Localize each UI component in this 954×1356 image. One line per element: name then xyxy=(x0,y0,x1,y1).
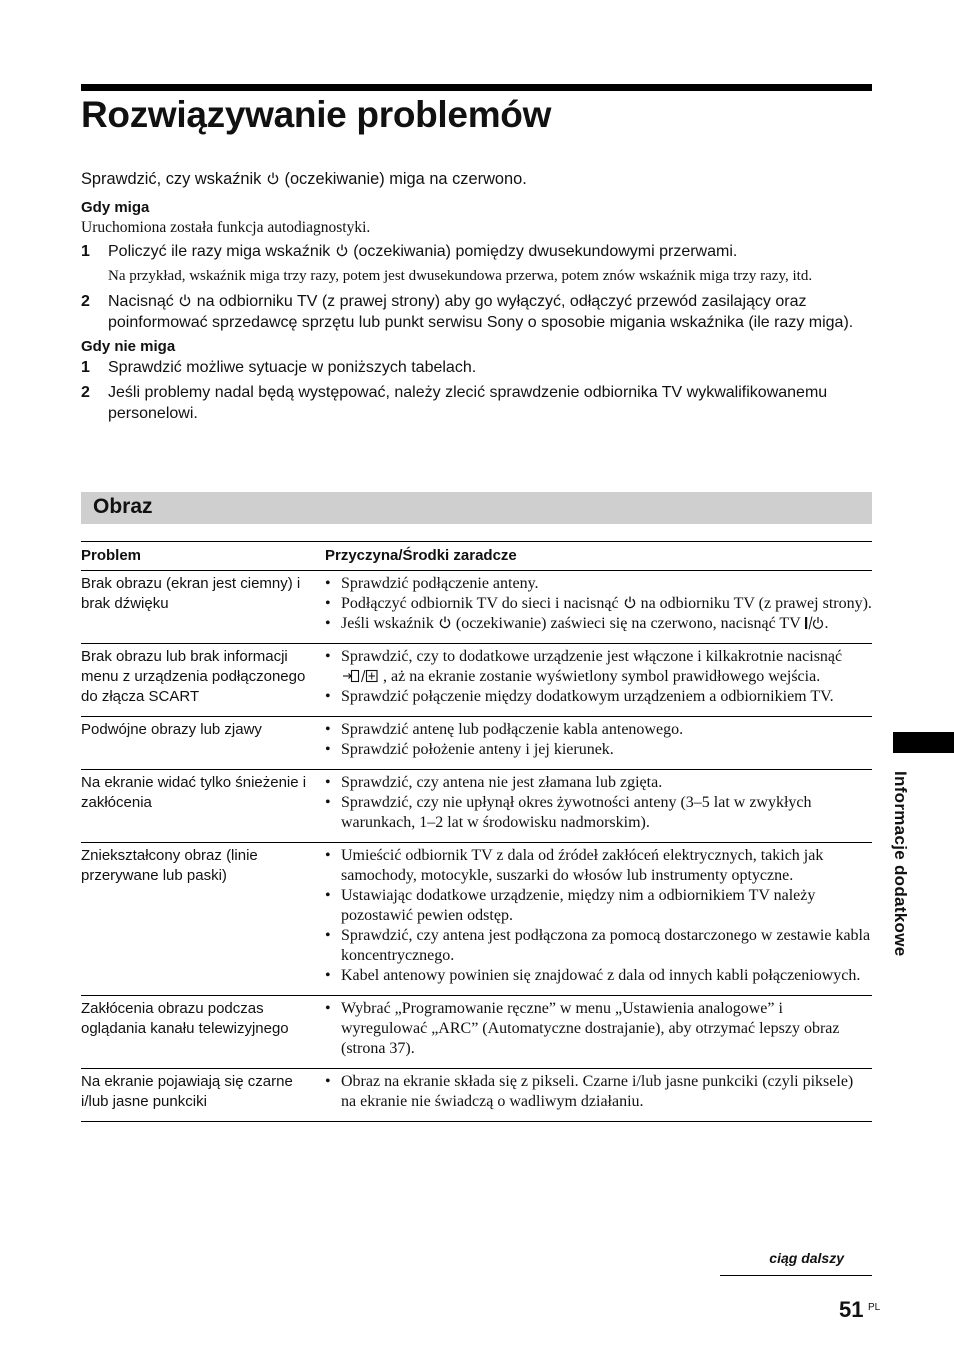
power-standby-icon xyxy=(439,616,451,629)
table-row xyxy=(81,717,872,770)
cause-cell xyxy=(325,647,872,707)
problem-cell: Podwójne obrazy lub zjawy xyxy=(81,721,262,738)
blink-step-1-note: Na przykład, wskaźnik miga trzy razy, potem jest dwusekundowa przerwa, potem znów wskaźnik miga trzy razy, itd. xyxy=(108,268,813,284)
list-item: • Obraz na ekranie składa się z pikseli. Czarne i/lub jasne punkciki (czyli piksele) na ekranie nie świadczą o wadliwym działaniu. xyxy=(325,1072,872,1112)
list-item: • Kabel antenowy powinien się znajdować z dala od innych kabli połączeniowych. xyxy=(325,966,872,986)
power-standby-icon xyxy=(624,596,636,609)
list-item: • Sprawdzić antenę lub podłączenie kabla antenowego. xyxy=(325,720,872,740)
noblink-step-1: 1 Sprawdzić możliwe sytuacje w poniższych tabelach. xyxy=(81,359,477,376)
cause-cell xyxy=(325,999,872,1059)
column-header-cause: Przyczyna/Środki zaradcze xyxy=(325,547,517,564)
cause-cell xyxy=(325,720,872,760)
power-standby-icon xyxy=(336,244,348,257)
problem-cell: Na ekranie pojawiają się czarne i/lub jasne punkciki xyxy=(81,1073,293,1110)
list-item: • Sprawdzić położenie anteny i jej kierunek. xyxy=(325,740,872,760)
section-title: Obraz xyxy=(93,495,153,518)
list-item: • Sprawdzić, czy antena nie jest złamana lub zgięta. xyxy=(325,773,872,793)
noblink-heading: Gdy nie miga xyxy=(81,338,176,355)
table-header xyxy=(81,542,872,571)
list-item: • Jeśli wskaźnik (oczekiwanie) zaświeci się na czerwono, nacisnąć TV . xyxy=(325,614,872,634)
table-row xyxy=(81,996,872,1069)
section-header xyxy=(81,492,872,524)
title-rule xyxy=(81,84,872,91)
problem-cell: Na ekranie widać tylko śnieżenie i zakłócenia xyxy=(81,774,307,811)
table-row xyxy=(81,644,872,717)
list-item: • Sprawdzić podłączenie anteny. xyxy=(325,574,872,594)
list-item: • Podłączyć odbiornik TV do sieci i nacisnąć na odbiorniku TV (z prawej strony). xyxy=(325,594,872,614)
list-item: • Wybrać „Programowanie ręczne” w menu „Ustawienia analogowe” i wyregulować „ARC” (Automatyczne dostrajanie), aby otrzymać lepszy obraz (strona 37). xyxy=(325,999,872,1059)
cause-cell xyxy=(325,1072,872,1112)
input-select-icon xyxy=(341,669,379,683)
cause-cell xyxy=(325,773,872,833)
list-item: • Umieścić odbiornik TV z dala od źródeł zakłóceń elektrycznych, takich jak samochody, motocykle, suszarki do włosów lub instrumenty optyczne. xyxy=(325,846,872,886)
side-tab-marker xyxy=(893,732,954,753)
table-row xyxy=(81,770,872,843)
problem-cell: Zakłócenia obrazu podczas oglądania kanału telewizyjnego xyxy=(81,1000,289,1037)
intro-section xyxy=(81,168,876,428)
blink-heading: Gdy miga xyxy=(81,199,150,216)
table-row xyxy=(81,1069,872,1122)
column-header-problem: Problem xyxy=(81,547,142,564)
troubleshooting-table xyxy=(81,541,872,1122)
power-standby-icon xyxy=(267,172,279,185)
list-item: • Ustawiając dodatkowe urządzenie, między nim a odbiornikiem TV należy pozostawić pewien odstęp. xyxy=(325,886,872,926)
page-title: Rozwiązywanie problemów xyxy=(81,94,552,135)
table-row xyxy=(81,843,872,996)
problem-cell: Zniekształcony obraz (linie przerywane lub paski) xyxy=(81,847,258,884)
problem-cell: Brak obrazu lub brak informacji menu z urządzenia podłączonego do złącza SCART xyxy=(81,648,306,705)
cause-cell xyxy=(325,574,872,634)
page-language: PL xyxy=(868,1302,881,1313)
continued-label: ciąg dalszy xyxy=(769,1250,844,1266)
table-row xyxy=(81,571,872,644)
blink-step-2: 2 Nacisnąć na odbiorniku TV (z prawej strony) aby go wyłączyć, odłączyć przewód zasilający oraz poinformować sprzedawcę sprzętu lub punkt serwisu Sony o sposobie migania wskaźnika (ile razy miga). xyxy=(81,293,854,331)
list-item: • Sprawdzić, czy antena jest podłączona za pomocą dostarczonego w zestawie kabla koncentrycznego. xyxy=(325,926,872,966)
power-standby-icon xyxy=(179,294,191,307)
blink-text: Uruchomiona została funkcja autodiagnostyki. xyxy=(81,219,371,236)
tv-power-icon xyxy=(804,616,824,630)
problem-cell: Brak obrazu (ekran jest ciemny) i brak dźwięku xyxy=(81,575,301,612)
bottom-rule xyxy=(720,1275,872,1276)
list-item: • Sprawdzić, czy nie upłynął okres żywotności anteny (3–5 lat w zwykłych warunkach, 1–2 lat w środowisku nadmorskim). xyxy=(325,793,872,833)
noblink-step-2: 2 Jeśli problemy nadal będą występować, należy zlecić sprawdzenie odbiornika TV wykwalifikowanemu personelowi. xyxy=(81,384,828,422)
intro-lead: Sprawdzić, czy wskaźnik (oczekiwanie) miga na czerwono. xyxy=(81,170,527,188)
blink-step-1: 1 Policzyć ile razy miga wskaźnik (oczekiwania) pomiędzy dwusekundowymi przerwami. xyxy=(81,243,738,260)
cause-cell xyxy=(325,846,872,986)
side-section-label: Informacje dodatkowe xyxy=(891,771,910,957)
list-item: • Sprawdzić, czy to dodatkowe urządzenie jest włączone i kilkakrotnie nacisnąć , aż na ekranie zostanie wyświetlony symbol prawidłowego wejścia. xyxy=(325,647,872,687)
list-item: • Sprawdzić połączenie między dodatkowym urządzeniem a odbiornikiem TV. xyxy=(325,687,872,707)
page-number: 51 xyxy=(839,1297,864,1322)
